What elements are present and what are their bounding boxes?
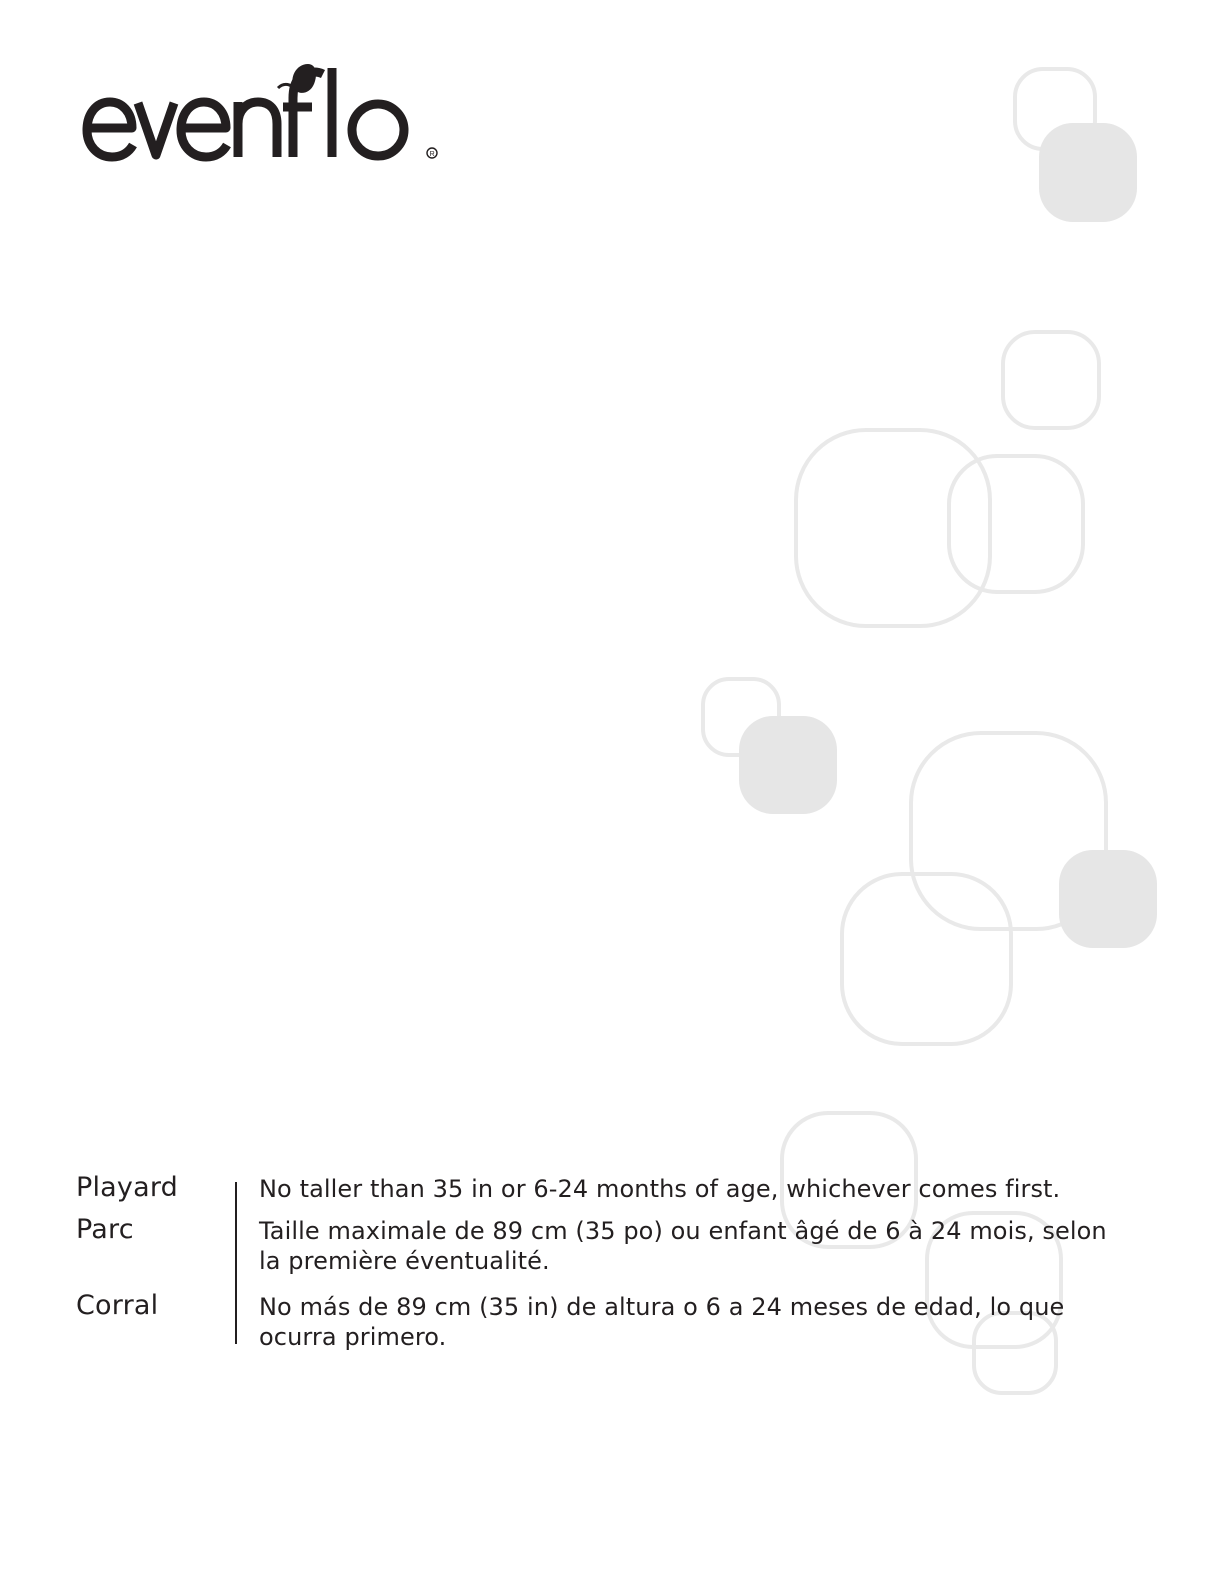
row-label-playard: Playard xyxy=(76,1172,179,1203)
row-label-parc: Parc xyxy=(76,1214,134,1245)
row-label-corral: Corral xyxy=(76,1290,159,1321)
size-limit-row-spanish xyxy=(76,1288,1136,1358)
size-limits-table xyxy=(76,1170,1136,1358)
evenflo-logo xyxy=(80,58,450,168)
size-limit-row-french xyxy=(76,1212,1136,1288)
row-text-corral: No más de 89 cm (35 in) de altura o 6 a 24 meses de edad, lo que ocurra primero. xyxy=(259,1293,1065,1351)
decor-outline-square xyxy=(842,874,1011,1044)
decor-filled-square xyxy=(1039,123,1137,222)
evenflo-logo-mark xyxy=(80,58,450,168)
decor-outline-square xyxy=(949,456,1083,592)
size-limit-row-english xyxy=(76,1170,1136,1212)
leaf-icon xyxy=(292,64,316,93)
svg-text:R: R xyxy=(429,151,435,158)
decor-filled-square xyxy=(1059,850,1157,948)
decor-filled-square xyxy=(739,716,837,814)
row-text-parc: Taille maximale de 89 cm (35 po) ou enfant âgé de 6 à 24 mois, selon la première éventualité. xyxy=(259,1217,1107,1275)
row-text-playard: No taller than 35 in or 6-24 months of age, whichever comes first. xyxy=(259,1175,1061,1203)
decor-outline-square xyxy=(1003,332,1099,428)
decor-outline-square xyxy=(796,430,990,626)
